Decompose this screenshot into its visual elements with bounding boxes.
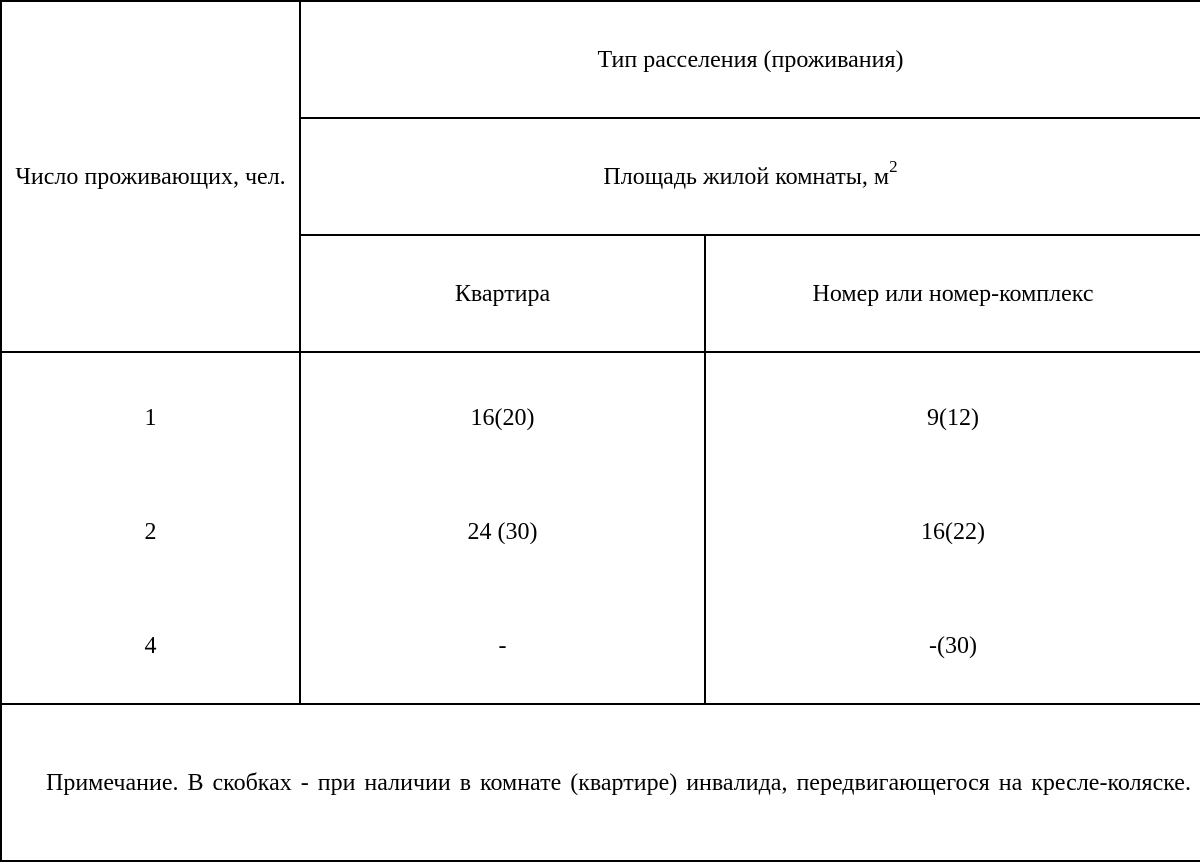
apartment-area-cell: - bbox=[300, 589, 705, 704]
apartment-area-cell: 16(20) bbox=[300, 352, 705, 475]
room-area-label bbox=[603, 156, 898, 195]
room-area-cell: 9(12) bbox=[705, 352, 1200, 475]
note-text: Примечание. В скобках - при наличии в комнате (квартире) инвалида, передвигающегося на кресле-коляске. bbox=[46, 769, 1191, 796]
settlement-type-header-cell bbox=[300, 1, 1200, 118]
note-row bbox=[1, 704, 1200, 861]
persons-header-cell bbox=[1, 1, 300, 352]
persons-header-label: Число проживающих, чел. bbox=[15, 163, 286, 190]
table-row bbox=[1, 589, 1200, 704]
room-area-unit-power: 2 bbox=[889, 156, 898, 176]
apartment-column-label: Квартира bbox=[454, 280, 551, 307]
table-row bbox=[1, 352, 1200, 475]
table-row bbox=[1, 475, 1200, 589]
settlement-type-label: Тип расселения (проживания) bbox=[597, 46, 904, 73]
persons-cell: 1 bbox=[1, 352, 300, 475]
room-area-label-text: Площадь жилой комнаты, м bbox=[603, 163, 890, 190]
persons-cell: 4 bbox=[1, 589, 300, 704]
room-column-label: Номер или номер-комплекс bbox=[812, 280, 1094, 307]
apartment-area-cell: 24 (30) bbox=[300, 475, 705, 589]
room-area-cell: 16(22) bbox=[705, 475, 1200, 589]
note-cell bbox=[1, 704, 1200, 861]
header-row-settlement-type bbox=[1, 1, 1200, 118]
room-area-cell: -(30) bbox=[705, 589, 1200, 704]
persons-cell: 2 bbox=[1, 475, 300, 589]
room-area-header-cell bbox=[300, 118, 1200, 235]
room-header-cell bbox=[705, 235, 1200, 352]
apartment-header-cell bbox=[300, 235, 705, 352]
